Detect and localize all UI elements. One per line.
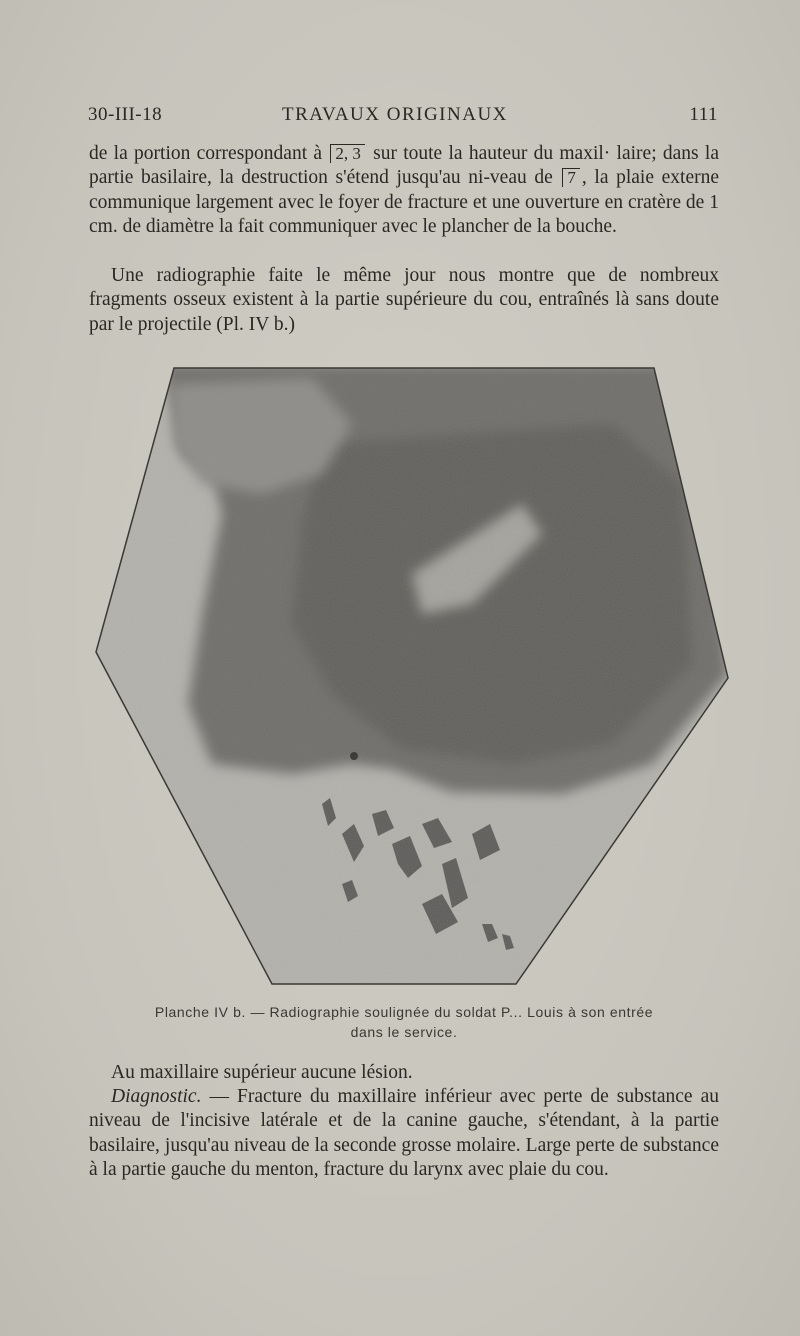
paragraph-3-text: Au maxillaire supérieur aucune lésion. xyxy=(111,1062,413,1083)
paragraph-1-text-c: , la plaie externe communique largement avec le foyer de fracture et une ouverture en cratère de 1 cm. de diamètre la fait communiquer avec le plancher de la bouche. xyxy=(89,167,719,237)
radiograph-plate xyxy=(92,364,732,988)
paragraph-1-text-a: de la portion correspondant à xyxy=(89,143,323,164)
figure-caption-line-1: Planche IV b. — Radiographie soulignée du soldat P... Louis à son entrée xyxy=(154,1004,654,1020)
paragraph-1 xyxy=(89,142,719,239)
figure-caption-line-2: dans le service. xyxy=(350,1024,458,1040)
paragraph-4-text: — Fracture du maxillaire inférieur avec perte de substance au niveau de l'incisive latérale et de la canine gauche, s'étendant, à la partie basilaire, jusqu'au niveau de la seconde grosse molaire. Large perte de substance à la partie gauche du menton, fracture du larynx avec plaie du cou. xyxy=(89,1086,719,1180)
paragraph-2-text: Une radiographie faite le même jour nous montre que de nombreux fragments osseux existent à la partie supérieure du cou, entraînés là sans doute par le projectile (Pl. IV b.) xyxy=(89,265,719,335)
header-date: 30-III-18 xyxy=(88,104,163,125)
page-number: 111 xyxy=(689,104,718,125)
paragraph-1-text-b: sur toute la hauteur du maxil· laire; dans la partie basilaire, la destruction s'étend jusqu'au ni-veau de xyxy=(89,143,719,189)
running-header xyxy=(88,104,718,130)
diagnostic-label: Diagnostic. xyxy=(111,1086,202,1107)
paragraph-4 xyxy=(89,1085,719,1182)
figure-caption xyxy=(89,1002,719,1042)
tooth-notation-box-1: 2, 3 xyxy=(330,144,365,163)
tooth-notation-box-2: 7 xyxy=(562,168,580,187)
paragraph-3 xyxy=(89,1061,719,1085)
paragraph-2 xyxy=(89,264,719,337)
header-title: TRAVAUX ORIGINAUX xyxy=(282,104,508,125)
